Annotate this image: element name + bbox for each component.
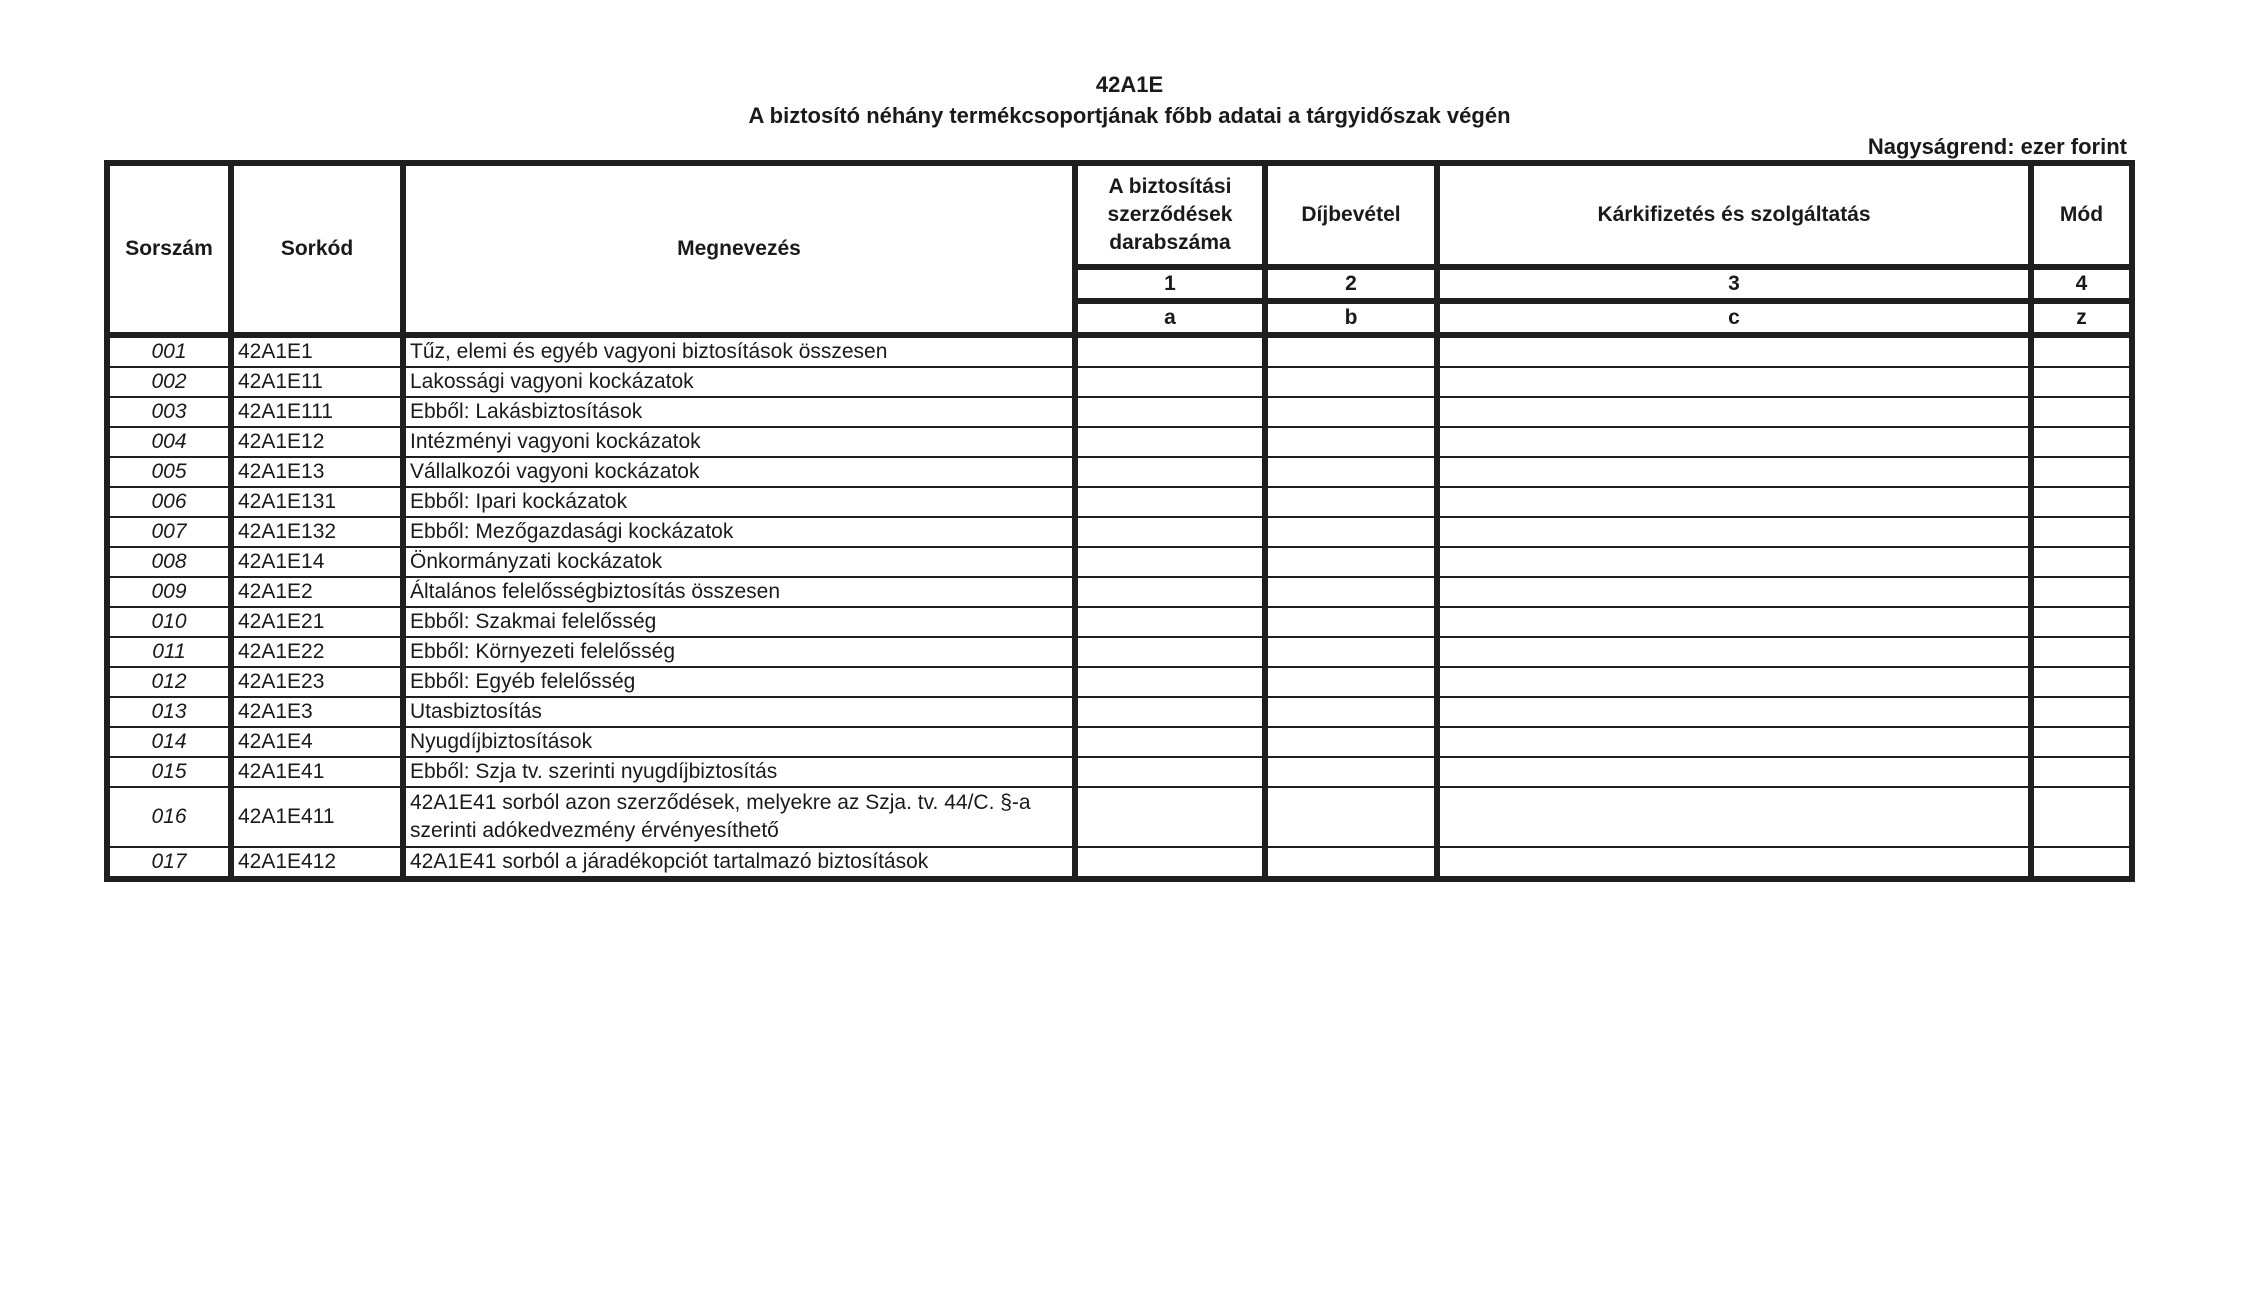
row-sorkod: 42A1E1 bbox=[231, 335, 403, 367]
cell-premium-income[interactable] bbox=[1265, 547, 1437, 577]
col-letter-z: z bbox=[2031, 301, 2132, 335]
col-letter-a: a bbox=[1075, 301, 1265, 335]
col-header-megnevezes: Megnevezés bbox=[403, 163, 1075, 335]
cell-mod[interactable] bbox=[2031, 427, 2132, 457]
cell-claims-payments[interactable] bbox=[1437, 427, 2031, 457]
cell-contract-count[interactable] bbox=[1075, 787, 1265, 847]
cell-mod[interactable] bbox=[2031, 607, 2132, 637]
row-megnevezes: Utasbiztosítás bbox=[403, 697, 1075, 727]
row-sorkod: 42A1E41 bbox=[231, 757, 403, 787]
col-number-3: 3 bbox=[1437, 267, 2031, 301]
table-body bbox=[107, 335, 2132, 879]
cell-mod[interactable] bbox=[2031, 367, 2132, 397]
row-sorszam: 011 bbox=[107, 637, 231, 667]
row-sorszam: 008 bbox=[107, 547, 231, 577]
cell-premium-income[interactable] bbox=[1265, 367, 1437, 397]
row-sorkod: 42A1E23 bbox=[231, 667, 403, 697]
cell-contract-count[interactable] bbox=[1075, 757, 1265, 787]
col-header-mod: Mód bbox=[2031, 163, 2132, 267]
cell-premium-income[interactable] bbox=[1265, 517, 1437, 547]
cell-premium-income[interactable] bbox=[1265, 487, 1437, 517]
cell-contract-count[interactable] bbox=[1075, 335, 1265, 367]
cell-premium-income[interactable] bbox=[1265, 607, 1437, 637]
unit-note: Nagyságrend: ezer forint bbox=[1867, 134, 2127, 159]
cell-contract-count[interactable] bbox=[1075, 517, 1265, 547]
cell-mod[interactable] bbox=[2031, 517, 2132, 547]
row-sorkod: 42A1E12 bbox=[231, 427, 403, 457]
row-sorkod: 42A1E22 bbox=[231, 637, 403, 667]
form-code: 42A1E bbox=[1095, 72, 1164, 97]
cell-mod[interactable] bbox=[2031, 637, 2132, 667]
row-sorszam: 007 bbox=[107, 517, 231, 547]
row-megnevezes: Ebből: Mezőgazdasági kockázatok bbox=[403, 517, 1075, 547]
row-sorszam: 015 bbox=[107, 757, 231, 787]
cell-premium-income[interactable] bbox=[1265, 397, 1437, 427]
cell-premium-income[interactable] bbox=[1265, 847, 1437, 879]
table-row bbox=[107, 607, 2132, 637]
cell-contract-count[interactable] bbox=[1075, 847, 1265, 879]
cell-contract-count[interactable] bbox=[1075, 697, 1265, 727]
row-sorkod: 42A1E111 bbox=[231, 397, 403, 427]
cell-mod[interactable] bbox=[2031, 847, 2132, 879]
row-sorkod: 42A1E4 bbox=[231, 727, 403, 757]
col-header-sorszam: Sorszám bbox=[107, 163, 231, 335]
col-header-sorkod: Sorkód bbox=[231, 163, 403, 335]
row-megnevezes: Önkormányzati kockázatok bbox=[403, 547, 1075, 577]
col-header-premium-income: Díjbevétel bbox=[1265, 163, 1437, 267]
table-row bbox=[107, 367, 2132, 397]
cell-claims-payments[interactable] bbox=[1437, 637, 2031, 667]
cell-contract-count[interactable] bbox=[1075, 607, 1265, 637]
table-row bbox=[107, 427, 2132, 457]
cell-claims-payments[interactable] bbox=[1437, 335, 2031, 367]
col-header-claims-payments: Kárkifizetés és szolgáltatás bbox=[1437, 163, 2031, 267]
cell-contract-count[interactable] bbox=[1075, 397, 1265, 427]
table-row bbox=[107, 697, 2132, 727]
cell-contract-count[interactable] bbox=[1075, 547, 1265, 577]
cell-mod[interactable] bbox=[2031, 547, 2132, 577]
row-megnevezes: Ebből: Lakásbiztosítások bbox=[403, 397, 1075, 427]
row-sorszam: 003 bbox=[107, 397, 231, 427]
cell-premium-income[interactable] bbox=[1265, 727, 1437, 757]
cell-premium-income[interactable] bbox=[1265, 757, 1437, 787]
row-megnevezes: Ebből: Szja tv. szerinti nyugdíjbiztosítás bbox=[403, 757, 1075, 787]
cell-premium-income[interactable] bbox=[1265, 667, 1437, 697]
cell-contract-count[interactable] bbox=[1075, 577, 1265, 607]
row-sorszam: 006 bbox=[107, 487, 231, 517]
table-row bbox=[107, 637, 2132, 667]
row-sorszam: 004 bbox=[107, 427, 231, 457]
row-megnevezes: Ebből: Szakmai felelősség bbox=[403, 607, 1075, 637]
table-row bbox=[107, 757, 2132, 787]
table-row bbox=[107, 547, 2132, 577]
cell-premium-income[interactable] bbox=[1265, 457, 1437, 487]
row-megnevezes: Vállalkozói vagyoni kockázatok bbox=[403, 457, 1075, 487]
data-table bbox=[104, 160, 2135, 882]
cell-premium-income[interactable] bbox=[1265, 577, 1437, 607]
cell-mod[interactable] bbox=[2031, 697, 2132, 727]
row-megnevezes: 42A1E41 sorból a járadékopciót tartalmazó biztosítások bbox=[403, 847, 1075, 879]
cell-premium-income[interactable] bbox=[1265, 335, 1437, 367]
row-sorszam: 005 bbox=[107, 457, 231, 487]
row-sorkod: 42A1E13 bbox=[231, 457, 403, 487]
cell-claims-payments[interactable] bbox=[1437, 517, 2031, 547]
col-number-1: 1 bbox=[1075, 267, 1265, 301]
row-sorkod: 42A1E11 bbox=[231, 367, 403, 397]
cell-contract-count[interactable] bbox=[1075, 727, 1265, 757]
table-row bbox=[107, 667, 2132, 697]
row-sorszam: 009 bbox=[107, 577, 231, 607]
row-sorszam: 014 bbox=[107, 727, 231, 757]
cell-premium-income[interactable] bbox=[1265, 697, 1437, 727]
cell-contract-count[interactable] bbox=[1075, 637, 1265, 667]
cell-premium-income[interactable] bbox=[1265, 637, 1437, 667]
row-sorkod: 42A1E2 bbox=[231, 577, 403, 607]
cell-mod[interactable] bbox=[2031, 397, 2132, 427]
cell-premium-income[interactable] bbox=[1265, 427, 1437, 457]
row-sorszam: 010 bbox=[107, 607, 231, 637]
cell-mod[interactable] bbox=[2031, 727, 2132, 757]
cell-claims-payments[interactable] bbox=[1437, 787, 2031, 847]
table-row bbox=[107, 847, 2132, 879]
row-sorkod: 42A1E21 bbox=[231, 607, 403, 637]
cell-mod[interactable] bbox=[2031, 577, 2132, 607]
cell-mod[interactable] bbox=[2031, 487, 2132, 517]
col-letter-c: c bbox=[1437, 301, 2031, 335]
cell-contract-count[interactable] bbox=[1075, 457, 1265, 487]
cell-claims-payments[interactable] bbox=[1437, 397, 2031, 427]
table-row bbox=[107, 487, 2132, 517]
col-number-4: 4 bbox=[2031, 267, 2132, 301]
cell-claims-payments[interactable] bbox=[1437, 457, 2031, 487]
table-row bbox=[107, 517, 2132, 547]
cell-claims-payments[interactable] bbox=[1437, 367, 2031, 397]
col-header-contract-count: A biztosítási szerződések darabszáma bbox=[1075, 163, 1265, 267]
table-row bbox=[107, 727, 2132, 757]
row-megnevezes: Ebből: Egyéb felelősség bbox=[403, 667, 1075, 697]
cell-claims-payments[interactable] bbox=[1437, 607, 2031, 637]
row-megnevezes: Ebből: Környezeti felelősség bbox=[403, 637, 1075, 667]
row-sorkod: 42A1E132 bbox=[231, 517, 403, 547]
table-row bbox=[107, 577, 2132, 607]
cell-claims-payments[interactable] bbox=[1437, 577, 2031, 607]
row-sorkod: 42A1E131 bbox=[231, 487, 403, 517]
row-megnevezes: 42A1E41 sorból azon szerződések, melyekre az Szja. tv. 44/C. §-a szerinti adókedvezmény érvényesíthető bbox=[403, 787, 1075, 847]
row-megnevezes: Ebből: Ipari kockázatok bbox=[403, 487, 1075, 517]
row-sorszam: 001 bbox=[107, 335, 231, 367]
row-sorszam: 017 bbox=[107, 847, 231, 879]
row-megnevezes: Lakossági vagyoni kockázatok bbox=[403, 367, 1075, 397]
cell-claims-payments[interactable] bbox=[1437, 757, 2031, 787]
row-sorkod: 42A1E3 bbox=[231, 697, 403, 727]
cell-claims-payments[interactable] bbox=[1437, 697, 2031, 727]
cell-mod[interactable] bbox=[2031, 457, 2132, 487]
table-row bbox=[107, 397, 2132, 427]
cell-claims-payments[interactable] bbox=[1437, 727, 2031, 757]
row-sorkod: 42A1E411 bbox=[231, 787, 403, 847]
table-row bbox=[107, 335, 2132, 367]
row-megnevezes: Intézményi vagyoni kockázatok bbox=[403, 427, 1075, 457]
form-title: A biztosító néhány termékcsoportjának főbb adatai a tárgyidőszak végén bbox=[748, 103, 1511, 128]
table-row bbox=[107, 787, 2132, 847]
cell-mod[interactable] bbox=[2031, 757, 2132, 787]
row-sorszam: 002 bbox=[107, 367, 231, 397]
row-sorszam: 016 bbox=[107, 787, 231, 847]
col-letter-b: b bbox=[1265, 301, 1437, 335]
cell-mod[interactable] bbox=[2031, 787, 2132, 847]
cell-contract-count[interactable] bbox=[1075, 427, 1265, 457]
row-megnevezes: Nyugdíjbiztosítások bbox=[403, 727, 1075, 757]
row-megnevezes: Tűz, elemi és egyéb vagyoni biztosítások összesen bbox=[403, 335, 1075, 367]
cell-mod[interactable] bbox=[2031, 335, 2132, 367]
cell-claims-payments[interactable] bbox=[1437, 487, 2031, 517]
row-sorkod: 42A1E14 bbox=[231, 547, 403, 577]
cell-premium-income[interactable] bbox=[1265, 787, 1437, 847]
table-row bbox=[107, 457, 2132, 487]
cell-claims-payments[interactable] bbox=[1437, 547, 2031, 577]
cell-mod[interactable] bbox=[2031, 667, 2132, 697]
cell-claims-payments[interactable] bbox=[1437, 847, 2031, 879]
cell-claims-payments[interactable] bbox=[1437, 667, 2031, 697]
row-sorszam: 012 bbox=[107, 667, 231, 697]
col-number-2: 2 bbox=[1265, 267, 1437, 301]
row-sorkod: 42A1E412 bbox=[231, 847, 403, 879]
cell-contract-count[interactable] bbox=[1075, 487, 1265, 517]
cell-contract-count[interactable] bbox=[1075, 367, 1265, 397]
row-megnevezes: Általános felelősségbiztosítás összesen bbox=[403, 577, 1075, 607]
row-sorszam: 013 bbox=[107, 697, 231, 727]
cell-contract-count[interactable] bbox=[1075, 667, 1265, 697]
